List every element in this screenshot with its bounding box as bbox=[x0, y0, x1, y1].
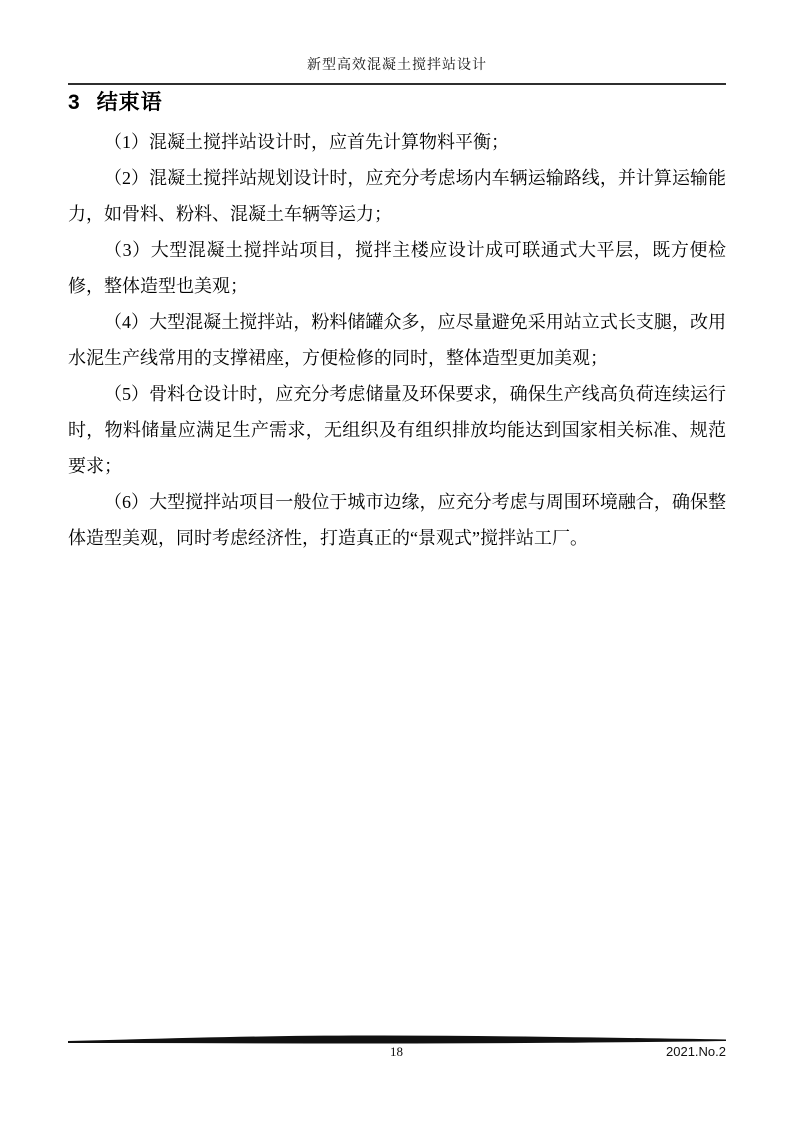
body-text bbox=[68, 124, 726, 556]
section-title: 结束语 bbox=[96, 91, 163, 114]
paragraph: （2）混凝土搅拌站规划设计时，应充分考虑场内车辆运输路线，并计算运输能力，如骨料、粉料、混凝土车辆等运力； bbox=[68, 168, 726, 224]
paragraph: （1）混凝土搅拌站设计时，应首先计算物料平衡； bbox=[104, 132, 509, 152]
section-heading bbox=[68, 91, 726, 115]
issue-number: 2021.No.2 bbox=[666, 1044, 726, 1059]
paragraph: （6）大型搅拌站项目一般位于城市边缘，应充分考虑与周围环境融合，确保整体造型美观，同时考虑经济性，打造真正的“景观式”搅拌站工厂。 bbox=[68, 492, 726, 548]
paragraph: （3）大型混凝土搅拌站项目，搅拌主楼应设计成可联通式大平层，既方便检修，整体造型也美观； bbox=[68, 240, 726, 296]
page-number: 18 bbox=[390, 1044, 403, 1059]
running-header: 新型高效混凝土搅拌站设计 bbox=[307, 58, 487, 73]
header-rule bbox=[68, 83, 726, 85]
section-number: 3 bbox=[68, 91, 80, 114]
paragraph: （5）骨料仓设计时，应充分考虑储量及环保要求，确保生产线高负荷连续运行时，物料储量应满足生产需求，无组织及有组织排放均能达到国家相关标准、规范要求； bbox=[68, 384, 726, 476]
paragraph: （4）大型混凝土搅拌站，粉料储罐众多，应尽量避免采用站立式长支腿，改用水泥生产线常用的支撑裙座，方便检修的同时，整体造型更加美观； bbox=[68, 312, 726, 368]
